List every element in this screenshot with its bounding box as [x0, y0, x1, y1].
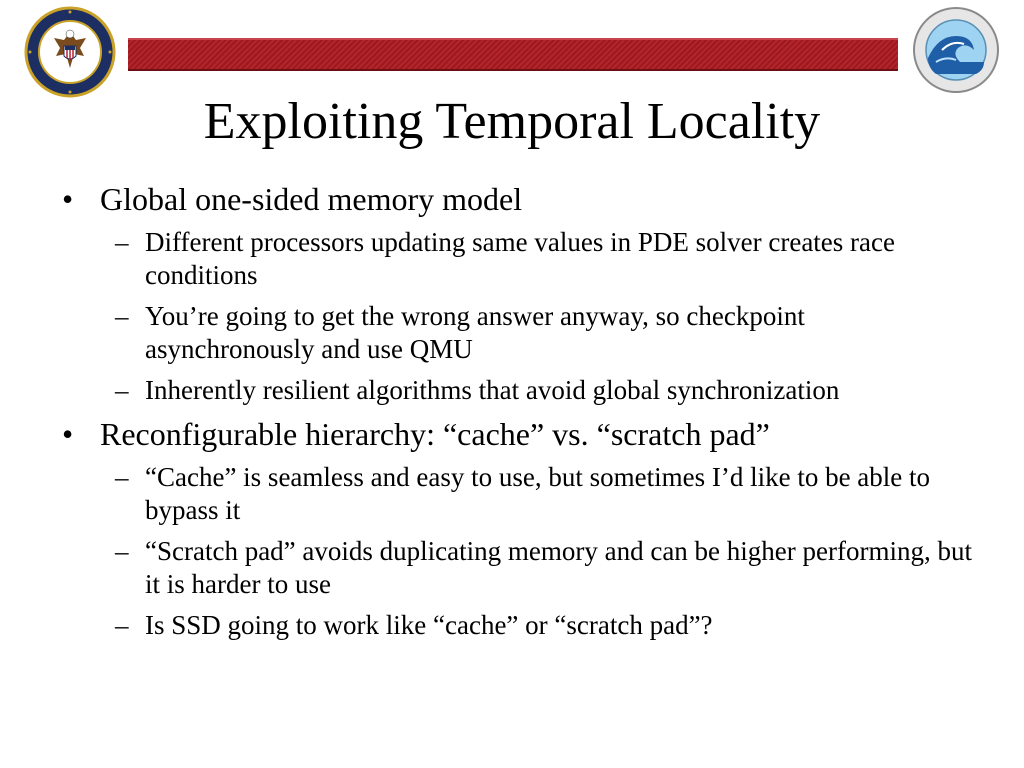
sub-bullet-text: Different processors updating same values in PDE solver creates race conditions: [145, 227, 895, 290]
sub-bullet-text: “Cache” is seamless and easy to use, but sometimes I’d like to be able to bypass it: [145, 462, 931, 525]
slide-title: Exploiting Temporal Locality: [203, 93, 821, 150]
sub-bullet-marker: –: [115, 462, 129, 492]
bullet-text: Reconfigurable hierarchy: “cache” vs. “scratch pad”: [100, 416, 770, 452]
nsa-seal-logo: [24, 6, 116, 98]
sub-bullet-item: [60, 535, 980, 601]
sub-bullet-marker: –: [115, 227, 129, 257]
slide-content: [60, 180, 980, 650]
sub-bullet-marker: –: [115, 536, 129, 566]
bullet-marker: •: [62, 181, 74, 217]
sub-bullet-item: [60, 374, 980, 407]
nsa-seal-icon: [24, 6, 116, 98]
bullet-marker: •: [62, 416, 74, 452]
sub-bullet-text: Inherently resilient algorithms that avoid global synchronization: [145, 375, 840, 405]
sub-bullet-text: You’re going to get the wrong answer anyway, so checkpoint asynchronously and use QMU: [145, 301, 805, 364]
sub-bullet-marker: –: [115, 610, 129, 640]
sub-bullet-item: [60, 609, 980, 642]
sub-bullet-item: [60, 300, 980, 366]
header-banner: [128, 38, 898, 71]
sub-bullet-marker: –: [115, 301, 129, 331]
sub-bullet-text: Is SSD going to work like “cache” or “scratch pad”?: [145, 610, 713, 640]
sub-bullet-item: [60, 226, 980, 292]
wave-seal-icon: [912, 6, 1000, 94]
bullet-item: [60, 180, 980, 218]
research-directorate-logo: [912, 6, 1000, 94]
sub-bullet-text: “Scratch pad” avoids duplicating memory and can be higher performing, but it is harder to use: [145, 536, 972, 599]
sub-bullet-marker: –: [115, 375, 129, 405]
sub-bullet-item: [60, 461, 980, 527]
bullet-item: [60, 415, 980, 453]
bullet-text: Global one-sided memory model: [100, 181, 523, 217]
